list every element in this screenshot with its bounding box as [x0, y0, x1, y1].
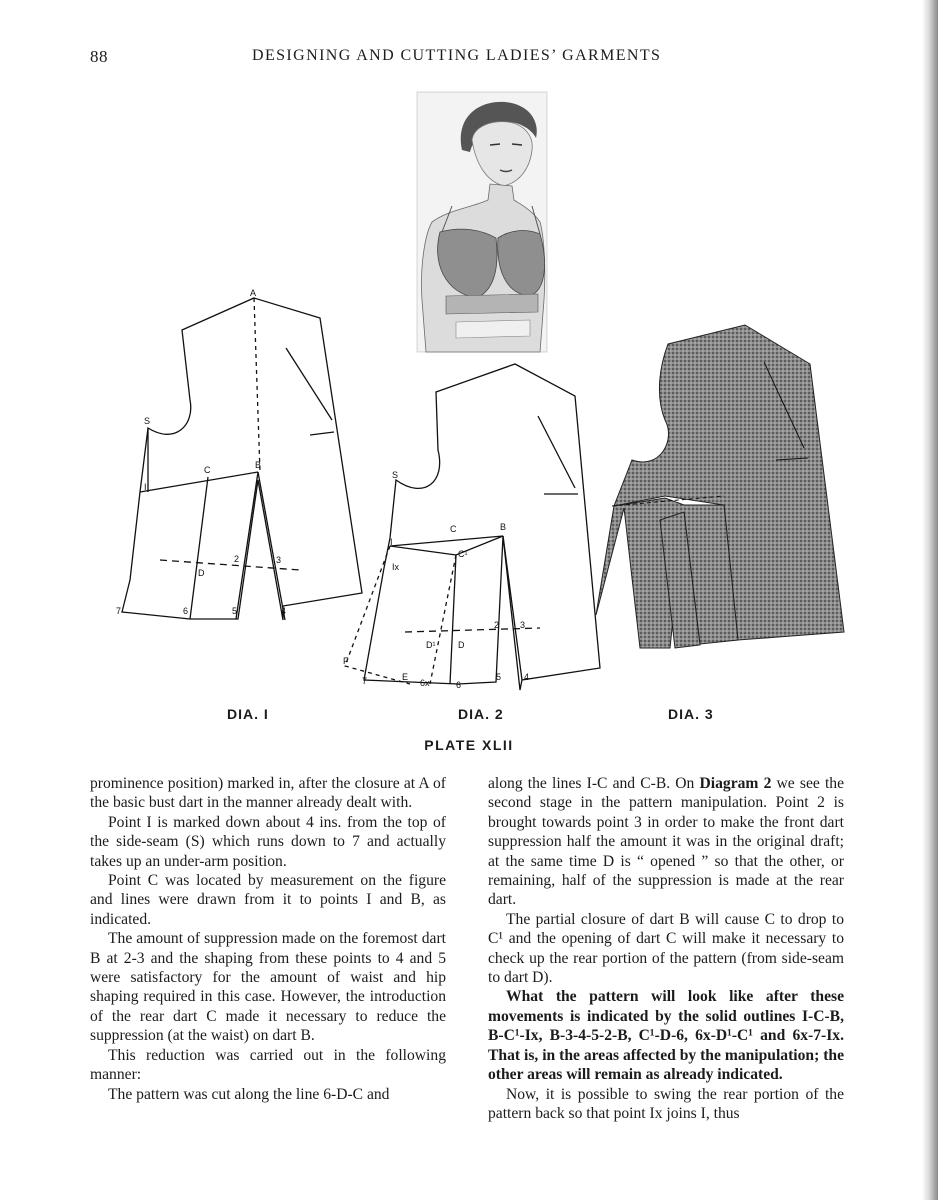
left-paragraph: prominence position) marked in, after the closure at A of the basic bust dart in the manner already dealt with. [90, 775, 446, 812]
svg-text:F: F [343, 656, 349, 666]
svg-text:2: 2 [234, 554, 240, 564]
svg-text:I: I [144, 482, 147, 492]
left-column [90, 774, 446, 1104]
svg-text:6: 6 [456, 680, 462, 690]
diagram-1 [122, 298, 362, 620]
diagram-3 [596, 325, 844, 648]
svg-text:5: 5 [496, 672, 502, 682]
left-paragraph: The amount of suppression made on the foremost dart B at 2-3 and the shaping from these points to 4 and 5 were satisfactory for the amount of waist and hip shaping required in this case. However, the introduction of the rear dart C made it necessary to reduce the suppression (at the waist) on dart B. [90, 930, 446, 1045]
svg-text:C: C [450, 524, 457, 534]
svg-text:3: 3 [520, 620, 526, 630]
svg-text:6x: 6x [420, 678, 430, 688]
diagram-2 [345, 364, 600, 690]
svg-text:C¹: C¹ [458, 549, 468, 559]
svg-text:Ix: Ix [392, 562, 400, 572]
right-column [488, 774, 844, 1123]
svg-text:4: 4 [281, 606, 287, 616]
svg-text:7: 7 [362, 676, 368, 686]
svg-text:3: 3 [276, 555, 282, 565]
svg-text:5: 5 [232, 606, 238, 616]
svg-text:4: 4 [524, 672, 530, 682]
page-number: 88 [90, 47, 108, 66]
diagram-3-caption: DIA. 3 [668, 706, 714, 722]
diagram-2-reference: Diagram 2 [699, 775, 772, 792]
svg-text:D¹: D¹ [426, 640, 436, 650]
left-paragraph: The pattern was cut along the line 6-D-C and [108, 1085, 390, 1103]
left-paragraph: Point I is marked down about 4 ins. from the top of the side-seam (S) which runs down to 7 and actually takes up an under-arm position. [90, 813, 446, 870]
svg-text:2: 2 [494, 620, 500, 630]
svg-text:A: A [250, 288, 257, 298]
right-paragraph: The partial closure of dart B will cause C to drop to C¹ and the opening of dart C will make it necessary to check up the rear portion of the pattern (from side-seam to dart D). [488, 910, 844, 987]
svg-text:7: 7 [116, 606, 122, 616]
right-paragraph: Now, it is possible to swing the rear portion of the pattern back so that point Ix joins I, thus [488, 1085, 844, 1122]
right-bold-paragraph: What the pattern will look like after these movements is indicated by the solid outlines I-C-B, B-C¹-Ix, B-3-4-5-2-B, C¹-D-6, 6x-D¹-C¹ and 6x-7-Ix. That is, in the areas affected by the manipulation; the other areas will remain as already indicated. [488, 988, 844, 1084]
svg-text:B: B [255, 460, 262, 470]
right-paragraph [488, 774, 844, 910]
running-head: DESIGNING AND CUTTING LADIES’ GARMENTS [252, 47, 662, 64]
right-text: we see the second stage in the pattern manipulation. Point 2 is brought towards point 3 in order to make the front dart suppression half the amount it was in the original draft; at the same time D is “ opened ” so that the other, or remaining, half of the suppression is made at the rear dart. [488, 775, 844, 909]
model-illustration [417, 92, 547, 352]
svg-text:C: C [204, 465, 211, 475]
svg-text:6: 6 [183, 606, 189, 616]
left-paragraph: This reduction was carried out in the following manner: [90, 1046, 446, 1084]
diagram-2-caption: DIA. 2 [458, 706, 504, 722]
svg-text:B: B [500, 522, 507, 532]
plate-title: PLATE XLII [424, 737, 514, 753]
svg-text:I: I [390, 537, 393, 547]
svg-text:D: D [458, 640, 465, 650]
svg-text:S: S [144, 416, 151, 426]
diagram-1-caption: DIA. I [227, 706, 269, 722]
svg-text:S: S [392, 470, 399, 480]
right-text: along the lines I-C and C-B. On [488, 775, 700, 792]
svg-text:E: E [402, 672, 409, 682]
svg-text:D: D [198, 568, 205, 578]
left-paragraph: Point C was located by measurement on the figure and lines were drawn from it to points I and B, as indicated. [90, 872, 446, 928]
